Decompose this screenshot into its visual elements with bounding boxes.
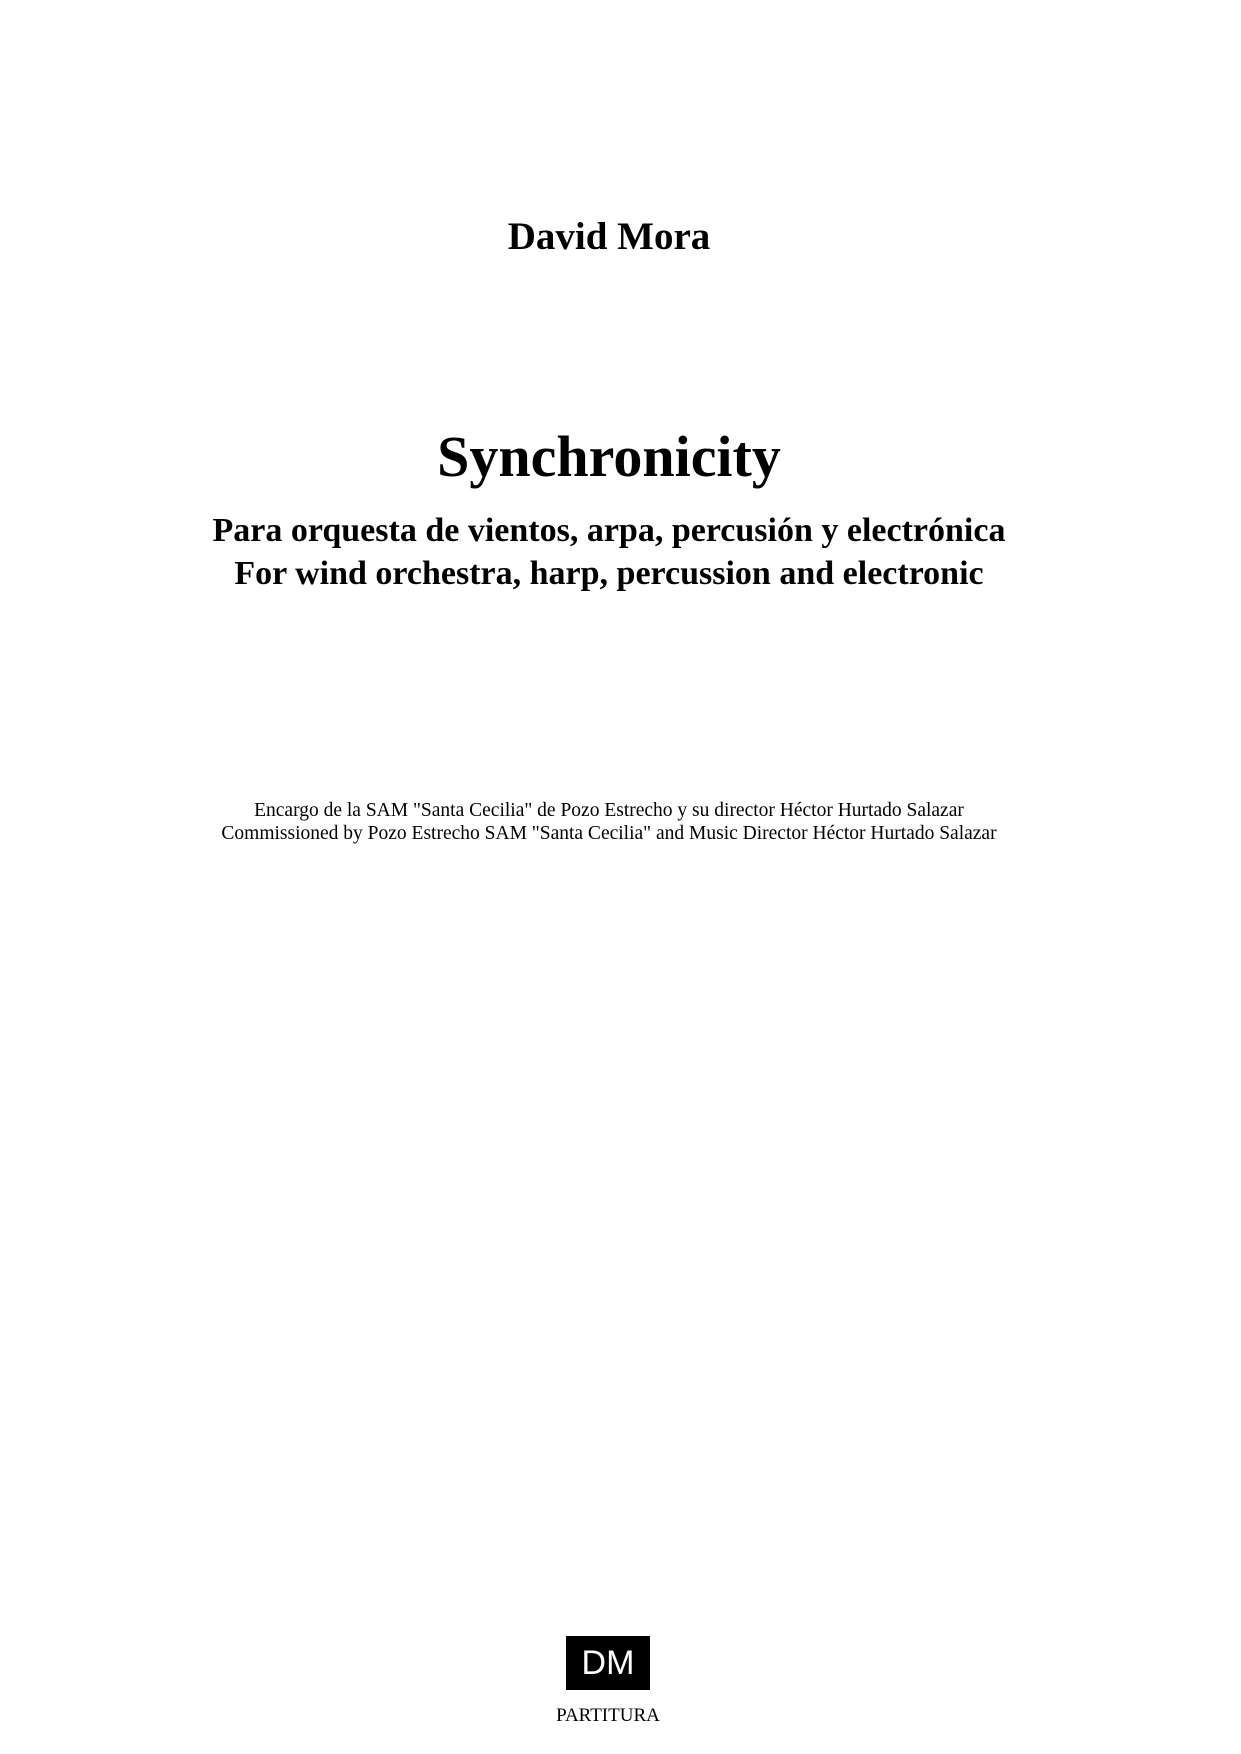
subtitle-spanish: Para orquesta de vientos, arpa, percusión y electrónica — [212, 512, 1006, 549]
publisher-logo: DM — [566, 1636, 650, 1690]
commission-note-english: Commissioned by Pozo Estrecho SAM "Santa Cecilia" and Music Director Héctor Hurtado Salazar — [221, 823, 997, 844]
composer-name: David Mora — [507, 215, 711, 258]
subtitle-english: For wind orchestra, harp, percussion and electronic — [234, 555, 984, 592]
score-type-label: PARTITURA — [556, 1705, 660, 1726]
work-title: Synchronicity — [437, 424, 781, 489]
commission-note-spanish: Encargo de la SAM "Santa Cecilia" de Pozo Estrecho y su director Héctor Hurtado Salazar — [254, 800, 964, 821]
